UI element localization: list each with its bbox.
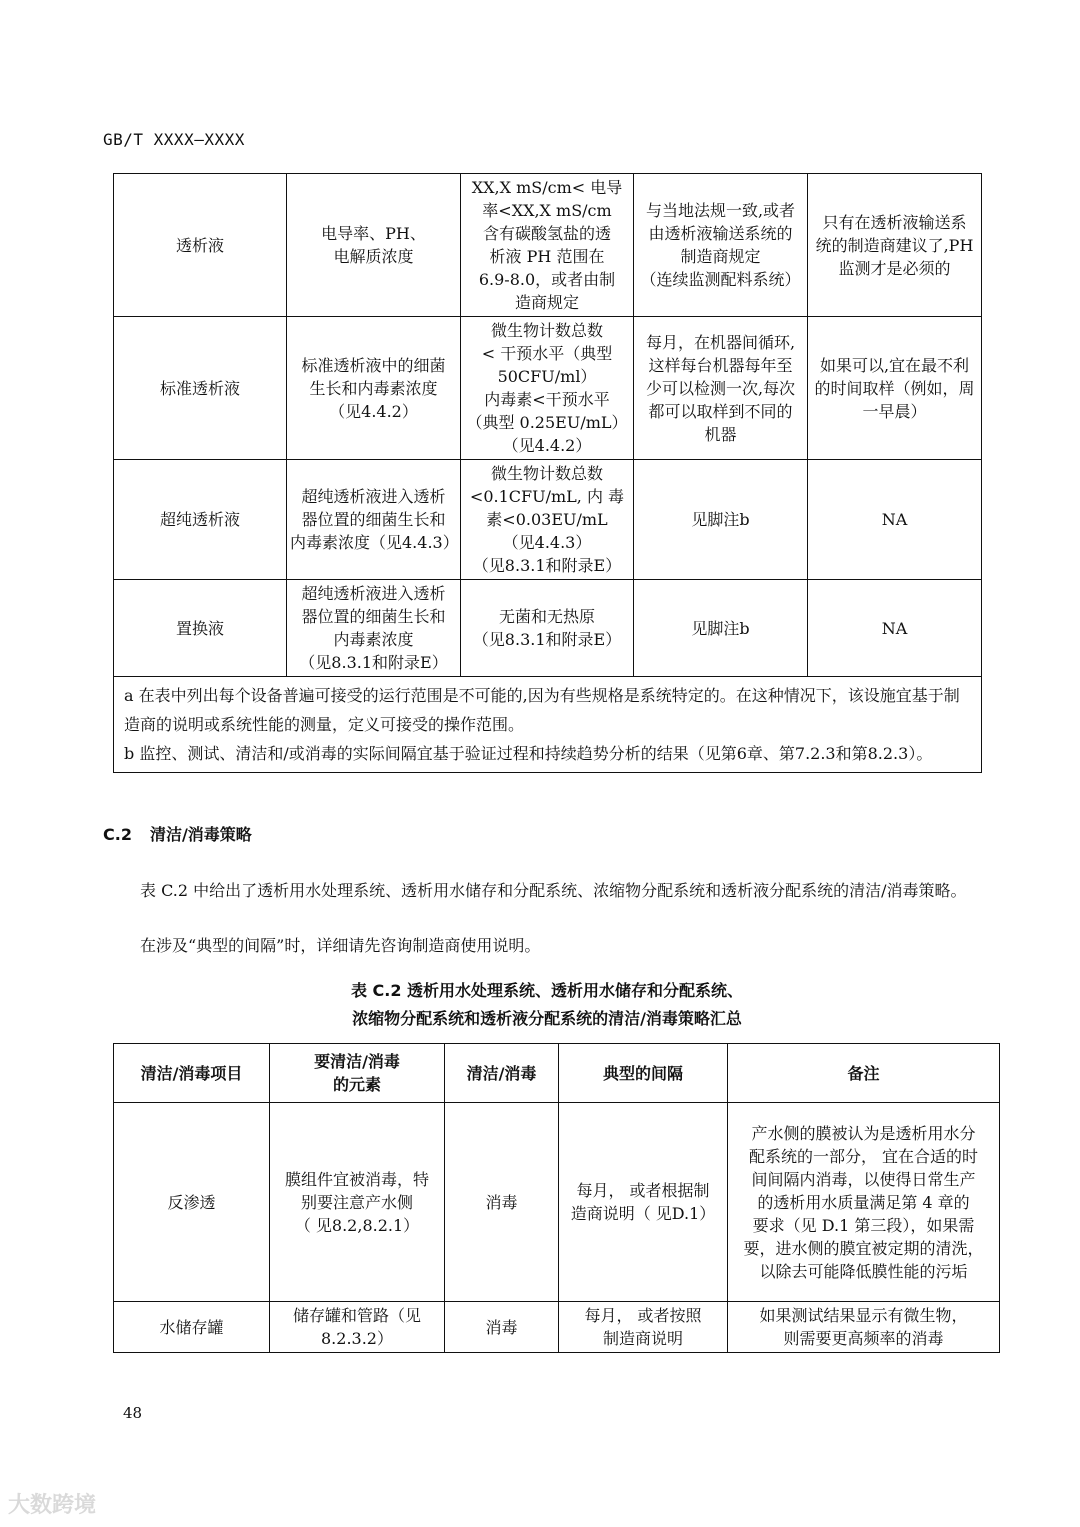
- table-row: [114, 1302, 1000, 1353]
- cell-item: 置换液: [114, 580, 287, 677]
- cell-interval: 见脚注b: [634, 460, 808, 580]
- cell-interval: 见脚注b: [634, 580, 808, 677]
- cleaning-strategy-table: [113, 1043, 1000, 1353]
- cell-element: 储存罐和管路（见 8.2.3.2）: [270, 1302, 445, 1353]
- section-number: C.2: [103, 825, 132, 844]
- cell-parameter: 超纯透析液进入透析 器位置的细菌生长和 内毒素浓度（见4.4.3）: [287, 460, 461, 580]
- page-number: 48: [123, 1404, 143, 1422]
- cell-action: 消毒: [445, 1103, 559, 1302]
- cell-item: 水储存罐: [114, 1302, 270, 1353]
- cell-element: 膜组件宜被消毒，特 别要注意产水侧 （ 见8.2,8.2.1）: [270, 1103, 445, 1302]
- column-header: 备注: [728, 1044, 1000, 1103]
- table-notes-row: [114, 677, 982, 773]
- table-caption-line2: 浓缩物分配系统和透析液分配系统的清洁/消毒策略汇总: [352, 1009, 742, 1028]
- column-header: 清洁/消毒: [445, 1044, 559, 1103]
- cell-range: XX,X mS/cm< 电导 率<XX,X mS/cm 含有碳酸氢盐的透 析液 PH 范围在 6.9-8.0，或者由制 造商规定: [461, 174, 634, 317]
- paragraph: 在涉及“典型的间隔”时，详细请先咨询制造商使用说明。: [140, 936, 541, 955]
- cell-range: 微生物计数总数 < 干预水平（典型 50CFU/ml） 内毒素<干预水平 （典型 0.25EU/mL） （见4.4.2）: [461, 317, 634, 460]
- document-id-header: GB/T XXXX—XXXX: [103, 130, 245, 149]
- cell-item: 透析液: [114, 174, 287, 317]
- table-row: [114, 174, 982, 317]
- cell-parameter: 超纯透析液进入透析 器位置的细菌生长和 内毒素浓度 （见8.3.1和附录E）: [287, 580, 461, 677]
- cell-remark: 产水侧的膜被认为是透析用水分 配系统的一部分， 宜在合适的时 间间隔内消毒，以使得日常生产 的透析用水质量满足第 4 章的 要求（见 D.1 第三段），如果需 要，进水侧的膜宜被定期的清洗， 以除去可能降低膜性能的污垢: [728, 1103, 1000, 1302]
- cell-item: 标准透析液: [114, 317, 287, 460]
- table-header-row: [114, 1044, 1000, 1103]
- table-row: [114, 1103, 1000, 1302]
- cell-interval: 每月， 或者根据制 造商说明（ 见D.1）: [559, 1103, 728, 1302]
- column-header: 典型的间隔: [559, 1044, 728, 1103]
- cell-remark: 如果测试结果显示有微生物， 则需要更高频率的消毒: [728, 1302, 1000, 1353]
- cell-remark: 如果可以,宜在最不利 的时间取样（例如，周 一早晨）: [808, 317, 982, 460]
- cell-parameter: 标准透析液中的细菌 生长和内毒素浓度 （见4.4.2）: [287, 317, 461, 460]
- watermark-logo: 大数跨境: [8, 1493, 97, 1518]
- cell-item: 反渗透: [114, 1103, 270, 1302]
- paragraph: 表 C.2 中给出了透析用水处理系统、透析用水储存和分配系统、浓缩物分配系统和透析液分配系统的清洁/消毒策略。: [140, 881, 967, 900]
- table-caption-line1: 表 C.2 透析用水处理系统、透析用水储存和分配系统、: [350, 981, 744, 1000]
- table-row: [114, 317, 982, 460]
- cell-interval: 每月， 或者按照 制造商说明: [559, 1302, 728, 1353]
- footnote-a: a 在表中列出每个设备普遍可接受的运行范围是不可能的,因为有些规格是系统特定的。在这种情况下，该设施宜基于制造商的说明或系统性能的测量，定义可接受的操作范围。: [124, 686, 960, 734]
- cell-range: 微生物计数总数 <0.1CFU/mL, 内 毒 素<0.03EU/mL （见4.4.3） （见8.3.1和附录E）: [461, 460, 634, 580]
- cell-item: 超纯透析液: [114, 460, 287, 580]
- cell-action: 消毒: [445, 1302, 559, 1353]
- cell-range: 无菌和无热原 （见8.3.1和附录E）: [461, 580, 634, 677]
- cell-remark: NA: [808, 580, 982, 677]
- cell-interval: 每月，在机器间循环, 这样每台机器每年至 少可以检测一次,每次 都可以取样到不同的 机器: [634, 317, 808, 460]
- table-row: [114, 460, 982, 580]
- cell-remark: NA: [808, 460, 982, 580]
- section-heading: [103, 822, 252, 845]
- column-header: 要清洁/消毒 的元素: [270, 1044, 445, 1103]
- table-notes: [114, 677, 982, 773]
- column-header: 清洁/消毒项目: [114, 1044, 270, 1103]
- cell-parameter: 电导率、PH、 电解质浓度: [287, 174, 461, 317]
- section-title: 清洁/消毒策略: [149, 825, 252, 844]
- footnote-b: b 监控、测试、清洁和/或消毒的实际间隔宜基于验证过程和持续趋势分析的结果（见第6章、第7.2.3和第8.2.3）。: [124, 744, 933, 763]
- cell-remark: 只有在透析液输送系 统的制造商建议了,PH 监测才是必须的: [808, 174, 982, 317]
- table-row: [114, 580, 982, 677]
- cell-interval: 与当地法规一致,或者 由透析液输送系统的 制造商规定 （连续监测配料系统）: [634, 174, 808, 317]
- monitoring-table: [113, 173, 982, 773]
